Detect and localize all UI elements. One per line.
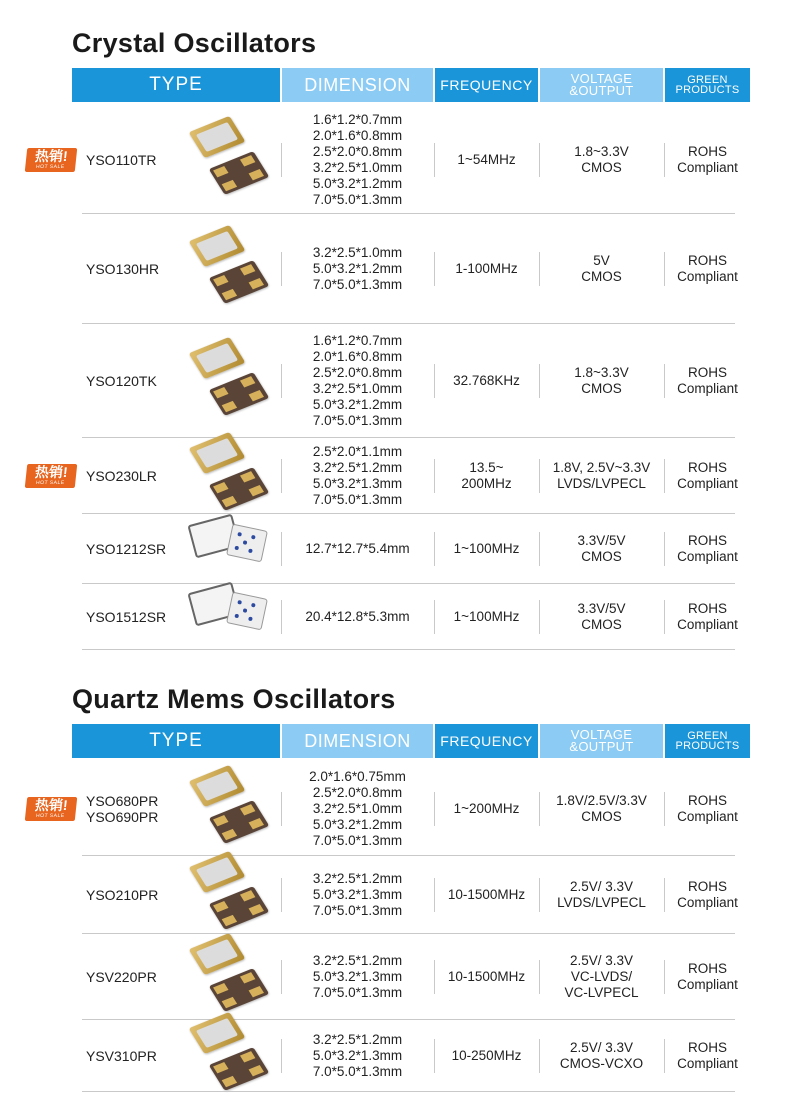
header-green-products-line: GREEN [687, 730, 728, 742]
column-divider [539, 143, 540, 177]
green-products-value: Compliant [677, 160, 738, 175]
dimension-value: 2.0*1.6*0.75mm [309, 769, 406, 784]
frequency-cell [435, 514, 538, 584]
product-image [184, 856, 280, 934]
frequency-lines [453, 373, 520, 389]
dimension-cell [282, 106, 433, 214]
oscillator-bottom-view [209, 467, 270, 511]
dimension-value: 7.0*5.0*1.3mm [312, 903, 403, 918]
column-divider [664, 143, 665, 177]
table-row [72, 214, 738, 324]
oscillator-top-view [189, 225, 246, 267]
hot-sale-badge [25, 148, 78, 172]
oscillator-top-view [189, 432, 246, 474]
product-image [184, 438, 280, 514]
green-products-value: Compliant [677, 1056, 738, 1071]
voltage-output-cell [540, 856, 663, 934]
dimension-value: 3.2*2.5*1.0mm [312, 160, 403, 175]
frequency-cell [435, 106, 538, 214]
voltage-output-value: 2.5V/ 3.3V [569, 1040, 634, 1055]
column-divider [281, 878, 282, 912]
header-type-line: TYPE [149, 730, 203, 751]
dimension-cell [282, 514, 433, 584]
green-products-value: ROHS [687, 961, 727, 976]
dimension-value: 7.0*5.0*1.3mm [312, 413, 403, 428]
voltage-output-cell [540, 1020, 663, 1092]
header-voltage-output-line: &OUTPUT [569, 739, 634, 754]
frequency-value: 1~54MHz [457, 152, 516, 167]
product-model [86, 106, 196, 214]
frequency-cell [435, 762, 538, 856]
voltage-output-value: CMOS [581, 269, 622, 284]
voltage-output-cell [540, 934, 663, 1020]
table-row [72, 856, 738, 934]
voltage-output-value: 2.5V/ 3.3V [569, 879, 634, 894]
dimension-value: 5.0*3.2*1.2mm [312, 261, 403, 276]
product-model [86, 1020, 196, 1092]
voltage-output-value: LVDS/LVPECL [557, 895, 646, 910]
green-products-value: ROHS [687, 793, 727, 808]
badge-text: 热销! [34, 464, 69, 480]
column-divider [664, 364, 665, 398]
column-divider [281, 532, 282, 566]
oscillator-bottom-view [209, 260, 270, 304]
frequency-cell [435, 214, 538, 324]
dimension-value: 5.0*3.2*1.3mm [312, 887, 403, 902]
dimension-value: 5.0*3.2*1.2mm [312, 817, 403, 832]
model-name: YSO210PR [86, 887, 159, 903]
column-divider [664, 1039, 665, 1073]
dimension-cell [282, 856, 433, 934]
green-products-value: Compliant [677, 476, 738, 491]
column-divider [664, 459, 665, 493]
column-divider [434, 792, 435, 826]
frequency-cell [435, 438, 538, 514]
frequency-value: 1~200MHz [453, 801, 520, 816]
model-name: YSO690PR [86, 809, 159, 825]
column-divider [281, 600, 282, 634]
header-voltage-output [540, 724, 663, 758]
column-divider [434, 600, 435, 634]
column-divider [539, 252, 540, 286]
voltage-output-cell [540, 214, 663, 324]
column-divider [539, 878, 540, 912]
product-image [184, 106, 280, 214]
green-products-cell [665, 324, 750, 438]
voltage-output-value: VC-LVDS/ [570, 969, 633, 984]
model-lines [86, 793, 158, 825]
table-row [34, 438, 738, 514]
frequency-value: 32.768KHz [453, 373, 520, 388]
voltage-output-value: 3.3V/5V [577, 533, 626, 548]
header-green-products-line: PRODUCTS [675, 740, 740, 752]
frequency-cell [435, 856, 538, 934]
voltage-output-value: 1.8~3.3V [574, 144, 629, 159]
column-divider [539, 364, 540, 398]
model-name: YSO110TR [86, 152, 157, 168]
green-products-cell [665, 762, 750, 856]
model-name: YSV310PR [86, 1048, 157, 1064]
frequency-lines [461, 460, 511, 492]
oscillator-bottom-view [209, 968, 270, 1012]
column-divider [664, 600, 665, 634]
green-products-value: ROHS [687, 601, 727, 616]
green-products-value: Compliant [677, 809, 738, 824]
voltage-output-value: 1.8~3.3V [574, 365, 629, 380]
column-divider [664, 878, 665, 912]
column-divider [434, 532, 435, 566]
header-voltage-output-line: VOLTAGE [570, 71, 633, 86]
header-dimension-line: DIMENSION [304, 730, 411, 751]
model-name: YSO1512SR [86, 609, 167, 625]
green-products-value: Compliant [677, 381, 738, 396]
row-divider [82, 1091, 735, 1092]
header-dimension-line: DIMENSION [304, 74, 411, 95]
product-image [184, 934, 280, 1020]
table-row [72, 324, 738, 438]
column-divider [281, 1039, 282, 1073]
column-divider [281, 960, 282, 994]
dimension-value: 7.0*5.0*1.3mm [312, 192, 403, 207]
green-products-value: ROHS [687, 144, 727, 159]
product-model [86, 856, 196, 934]
frequency-value: 1~100MHz [453, 609, 520, 624]
model-name: YSO680PR [86, 793, 159, 809]
oscillator-bottom-view [209, 372, 270, 416]
oscillator-top-view [189, 337, 246, 379]
product-image [184, 514, 280, 584]
dimension-cell [282, 324, 433, 438]
green-products-value: ROHS [687, 1040, 727, 1055]
green-products-cell [665, 934, 750, 1020]
product-model [86, 584, 196, 650]
smd-crystal-oscillator-icon [187, 120, 277, 200]
header-voltage-output-line: &OUTPUT [569, 83, 634, 98]
voltage-output-value: 2.5V/ 3.3V [569, 953, 634, 968]
column-divider [281, 364, 282, 398]
header-voltage-output-line: VOLTAGE [570, 727, 633, 742]
smd-crystal-oscillator-icon [187, 229, 277, 309]
green-products-value: Compliant [677, 977, 738, 992]
frequency-lines [457, 152, 515, 168]
green-products-cell [665, 214, 750, 324]
header-dimension [282, 724, 433, 758]
voltage-output-value: LVDS/LVPECL [557, 476, 646, 491]
oscillator-bottom-view [209, 151, 270, 195]
column-divider [281, 459, 282, 493]
voltage-output-value: CMOS-VCXO [559, 1056, 644, 1071]
dimension-value: 7.0*5.0*1.3mm [312, 492, 403, 507]
dimension-value: 3.2*2.5*1.2mm [312, 460, 403, 475]
product-image [184, 584, 280, 650]
column-divider [664, 792, 665, 826]
dimension-cell [282, 934, 433, 1020]
frequency-lines [448, 887, 525, 903]
model-lines [86, 609, 166, 625]
green-products-value: ROHS [687, 460, 727, 475]
table-row [72, 934, 738, 1020]
voltage-output-value: CMOS [581, 617, 622, 632]
dimension-cell [282, 438, 433, 514]
green-products-value: Compliant [677, 895, 738, 910]
column-divider [664, 960, 665, 994]
product-model [86, 762, 196, 856]
table-row [72, 1020, 738, 1092]
header-frequency-line: FREQUENCY [440, 733, 533, 749]
frequency-cell [435, 324, 538, 438]
oscillator-bottom-view [226, 524, 268, 563]
product-model [86, 438, 196, 514]
table-header-mems [72, 724, 750, 758]
product-model [86, 514, 196, 584]
model-lines [86, 1048, 157, 1064]
model-lines [86, 887, 158, 903]
column-divider [664, 252, 665, 286]
oscillator-top-view [189, 1012, 246, 1054]
frequency-value: 1-100MHz [455, 261, 518, 276]
frequency-value: 10-250MHz [451, 1048, 522, 1063]
column-divider [539, 792, 540, 826]
green-products-cell [665, 106, 750, 214]
voltage-output-value: 1.8V, 2.5V~3.3V [552, 460, 651, 475]
oscillator-bottom-view [209, 1047, 270, 1091]
green-products-cell [665, 584, 750, 650]
hot-sale-badge [25, 797, 78, 821]
column-divider [539, 600, 540, 634]
dimension-value: 5.0*3.2*1.3mm [312, 969, 403, 984]
header-type [72, 68, 280, 102]
model-lines [86, 468, 157, 484]
dimension-value: 3.2*2.5*1.2mm [312, 1032, 403, 1047]
green-products-cell [665, 1020, 750, 1092]
badge-subtext: HOT SALE [35, 813, 65, 819]
table-header-crystal [72, 68, 750, 102]
oscillator-top-view [189, 765, 246, 807]
model-lines [86, 373, 157, 389]
green-products-value: Compliant [677, 617, 738, 632]
header-voltage-output [540, 68, 663, 102]
column-divider [664, 532, 665, 566]
dimension-value: 7.0*5.0*1.3mm [312, 833, 403, 848]
voltage-output-cell [540, 514, 663, 584]
green-products-cell [665, 438, 750, 514]
voltage-output-value: CMOS [581, 160, 622, 175]
column-divider [539, 960, 540, 994]
frequency-value: 200MHz [461, 476, 512, 491]
product-image [184, 1020, 280, 1092]
frequency-lines [455, 261, 517, 277]
dimension-cell [282, 1020, 433, 1092]
smd-mems-oscillator-icon [187, 937, 277, 1017]
table-row [72, 584, 738, 650]
section-title-crystal: Crystal Oscillators [72, 28, 317, 58]
dimension-value: 3.2*2.5*1.2mm [312, 871, 403, 886]
model-lines [86, 261, 159, 277]
green-products-cell [665, 856, 750, 934]
oscillator-top-view [189, 116, 246, 158]
voltage-output-value: CMOS [581, 809, 622, 824]
voltage-output-value: CMOS [581, 549, 622, 564]
dimension-value: 2.0*1.6*0.8mm [312, 349, 403, 364]
voltage-output-value: 5V [593, 253, 610, 268]
badge-subtext: HOT SALE [35, 480, 65, 486]
frequency-cell [435, 934, 538, 1020]
dimension-value: 5.0*3.2*1.2mm [312, 176, 403, 191]
column-divider [434, 960, 435, 994]
frequency-lines [452, 1048, 522, 1064]
header-frequency [435, 724, 538, 758]
badge-text: 热销! [34, 797, 69, 813]
voltage-output-cell [540, 106, 663, 214]
dimension-value: 2.5*2.0*0.8mm [312, 365, 403, 380]
smd-mems-oscillator-icon [187, 1016, 277, 1096]
frequency-lines [454, 541, 520, 557]
badge-subtext: HOT SALE [35, 164, 65, 170]
green-products-value: ROHS [687, 365, 727, 380]
green-products-value: Compliant [677, 269, 738, 284]
header-dimension [282, 68, 433, 102]
dimension-value: 5.0*3.2*1.2mm [312, 397, 403, 412]
green-products-value: Compliant [677, 549, 738, 564]
voltage-output-value: 1.8V/2.5V/3.3V [556, 793, 647, 808]
badge-text: 热销! [34, 148, 69, 164]
voltage-output-cell [540, 324, 663, 438]
dimension-value: 20.4*12.8*5.3mm [305, 609, 410, 624]
dimension-value: 3.2*2.5*1.2mm [312, 953, 403, 968]
dimension-value: 12.7*12.7*5.4mm [305, 541, 410, 556]
dimension-cell [282, 584, 433, 650]
product-model [86, 324, 196, 438]
model-lines [86, 969, 157, 985]
voltage-output-cell [540, 438, 663, 514]
voltage-output-cell [540, 584, 663, 650]
header-green-products-line: PRODUCTS [675, 84, 740, 96]
section-title-mems: Quartz Mems Oscillators [72, 684, 396, 714]
dimension-value: 5.0*3.2*1.3mm [312, 1048, 403, 1063]
oscillator-top-view [189, 933, 246, 975]
product-model [86, 214, 196, 324]
green-products-value: ROHS [687, 253, 727, 268]
table-row [34, 106, 738, 214]
model-name: YSO120TK [86, 373, 157, 389]
frequency-cell [435, 1020, 538, 1092]
frequency-lines [448, 969, 525, 985]
product-model [86, 934, 196, 1020]
dimension-value: 7.0*5.0*1.3mm [312, 277, 403, 292]
model-lines [86, 541, 166, 557]
dimension-value: 2.5*2.0*1.1mm [312, 444, 403, 459]
smd-crystal-oscillator-icon [187, 341, 277, 421]
frequency-value: 13.5~ [469, 460, 504, 475]
header-type [72, 724, 280, 758]
dimension-value: 2.5*2.0*0.8mm [312, 785, 403, 800]
dimension-value: 7.0*5.0*1.3mm [312, 985, 403, 1000]
dimension-value: 3.2*2.5*1.0mm [312, 245, 403, 260]
column-divider [434, 459, 435, 493]
row-divider [82, 649, 735, 650]
header-frequency [435, 68, 538, 102]
oscillator-top-view [189, 851, 246, 893]
header-green-products [665, 68, 750, 102]
column-divider [539, 532, 540, 566]
oscillator-bottom-view [209, 886, 270, 930]
frequency-lines [454, 801, 520, 817]
header-type-line: TYPE [149, 74, 203, 95]
smd-mems-oscillator-icon [187, 855, 277, 935]
frequency-value: 1~100MHz [453, 541, 520, 556]
dip-oscillator-icon [187, 577, 277, 657]
voltage-output-value: CMOS [581, 381, 622, 396]
frequency-value: 10-1500MHz [447, 969, 526, 984]
column-divider [434, 878, 435, 912]
oscillator-bottom-view [209, 800, 270, 844]
smd-mems-oscillator-icon [187, 769, 277, 849]
header-green-products-line: GREEN [687, 74, 728, 86]
model-name: YSV220PR [86, 969, 157, 985]
model-name: YSO1212SR [86, 541, 167, 557]
column-divider [281, 792, 282, 826]
dimension-value: 1.6*1.2*0.7mm [312, 333, 403, 348]
header-frequency-line: FREQUENCY [440, 77, 533, 93]
column-divider [539, 1039, 540, 1073]
voltage-output-value: VC-LVPECL [564, 985, 639, 1000]
voltage-output-value: 3.3V/5V [577, 601, 626, 616]
table-row [72, 514, 738, 584]
green-products-value: ROHS [687, 879, 727, 894]
product-image [184, 762, 280, 856]
frequency-lines [454, 609, 520, 625]
dimension-value: 2.0*1.6*0.8mm [312, 128, 403, 143]
column-divider [539, 459, 540, 493]
frequency-value: 10-1500MHz [447, 887, 526, 902]
hot-sale-badge [25, 464, 78, 488]
table-row [34, 762, 738, 856]
column-divider [434, 143, 435, 177]
column-divider [434, 1039, 435, 1073]
voltage-output-cell [540, 762, 663, 856]
product-image [184, 214, 280, 324]
model-name: YSO130HR [86, 261, 160, 277]
frequency-cell [435, 584, 538, 650]
model-name: YSO230LR [86, 468, 157, 484]
model-lines [86, 152, 157, 168]
oscillator-bottom-view [226, 592, 268, 631]
dimension-value: 3.2*2.5*1.0mm [312, 801, 403, 816]
column-divider [281, 143, 282, 177]
green-products-value: ROHS [687, 533, 727, 548]
dimension-cell [282, 214, 433, 324]
dimension-value: 1.6*1.2*0.7mm [312, 112, 403, 127]
dimension-value: 5.0*3.2*1.3mm [312, 476, 403, 491]
smd-crystal-oscillator-icon [187, 436, 277, 516]
green-products-cell [665, 514, 750, 584]
dimension-value: 3.2*2.5*1.0mm [312, 381, 403, 396]
column-divider [434, 364, 435, 398]
column-divider [434, 252, 435, 286]
header-green-products [665, 724, 750, 758]
dimension-cell [282, 762, 433, 856]
product-image [184, 324, 280, 438]
dimension-value: 2.5*2.0*0.8mm [312, 144, 403, 159]
column-divider [281, 252, 282, 286]
dimension-value: 7.0*5.0*1.3mm [312, 1064, 403, 1079]
